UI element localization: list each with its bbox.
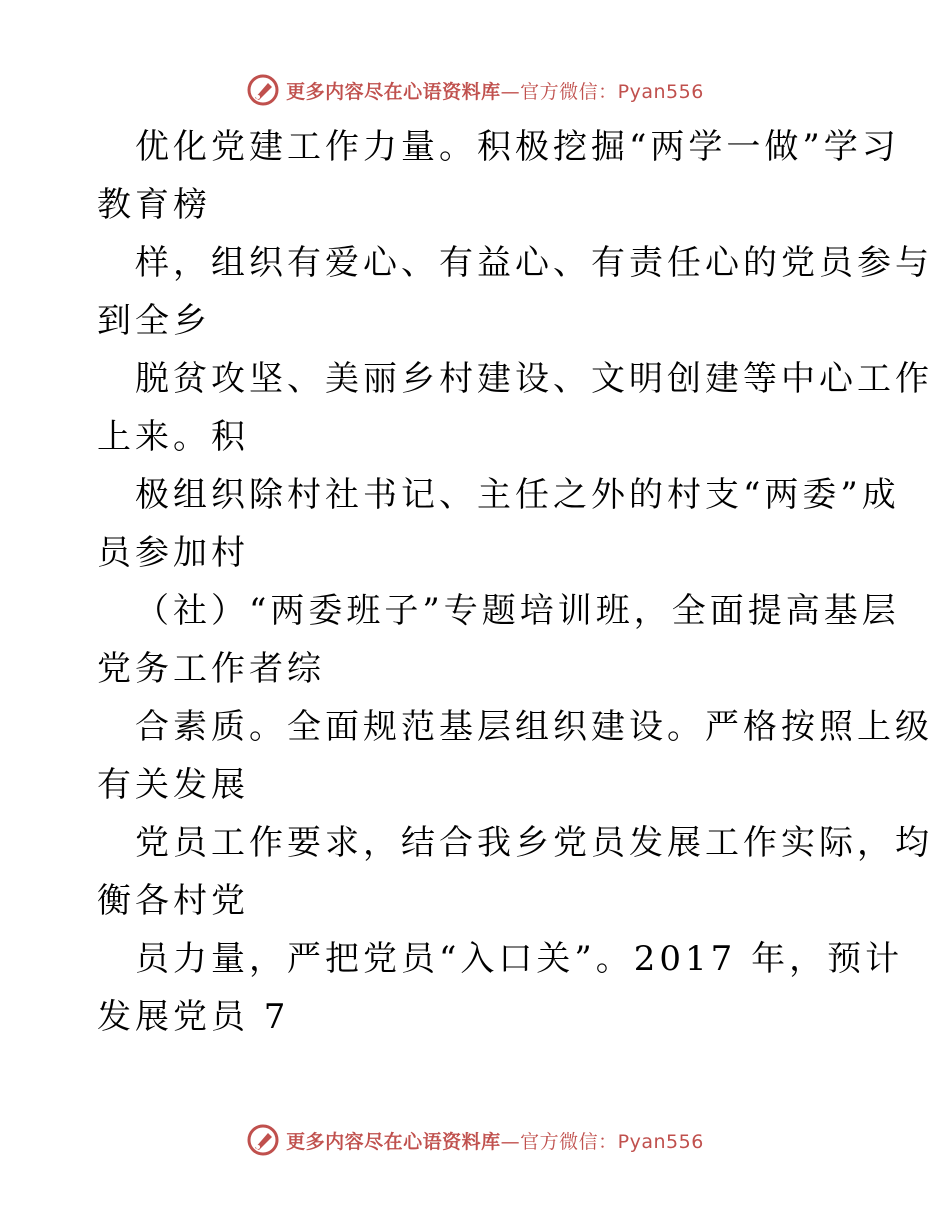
text-line: 党务工作者综 (97, 649, 325, 689)
pen-nib-icon (246, 73, 280, 107)
pen-nib-icon (246, 1123, 280, 1157)
text-line: 教育榜 (97, 185, 211, 225)
header-banner (0, 70, 950, 110)
banner-wechat-text: 官方微信：Pyan556 (520, 80, 704, 103)
footer-banner (0, 1120, 950, 1160)
document-body (97, 118, 933, 1046)
banner-text (286, 1127, 704, 1154)
text-line: 到全乡 (97, 301, 211, 341)
text-line: 优化党建工作力量。积极挖掘“两学一做”学习 (135, 127, 900, 167)
banner-wechat-text: 官方微信：Pyan556 (520, 1130, 704, 1153)
text-line: 员力量，严把党员“入口关”。2017 年，预计 (135, 939, 904, 979)
text-line: 样，组织有爱心、有益心、有责任心的党员参与 (135, 243, 933, 283)
text-line: 合素质。全面规范基层组织建设。严格按照上级 (135, 707, 933, 747)
text-line: 有关发展 (97, 765, 249, 805)
text-line: 极组织除村社书记、主任之外的村支“两委”成 (135, 475, 900, 515)
banner-site-text: 更多内容尽在心语资料库 (286, 80, 501, 103)
banner-dash: — (500, 80, 521, 103)
banner-text (286, 77, 704, 104)
text-line: 衡各村党 (97, 881, 249, 921)
text-line: 员参加村 (97, 533, 249, 573)
text-line: 发展党员 7 (97, 997, 290, 1037)
banner-site-text: 更多内容尽在心语资料库 (286, 1130, 501, 1153)
text-line: 党员工作要求，结合我乡党员发展工作实际，均 (135, 823, 933, 863)
text-line: （社）“两委班子”专题培训班，全面提高基层 (135, 591, 900, 631)
text-line: 上来。积 (97, 417, 249, 457)
text-line: 脱贫攻坚、美丽乡村建设、文明创建等中心工作 (135, 359, 933, 399)
banner-dash: — (500, 1130, 521, 1153)
